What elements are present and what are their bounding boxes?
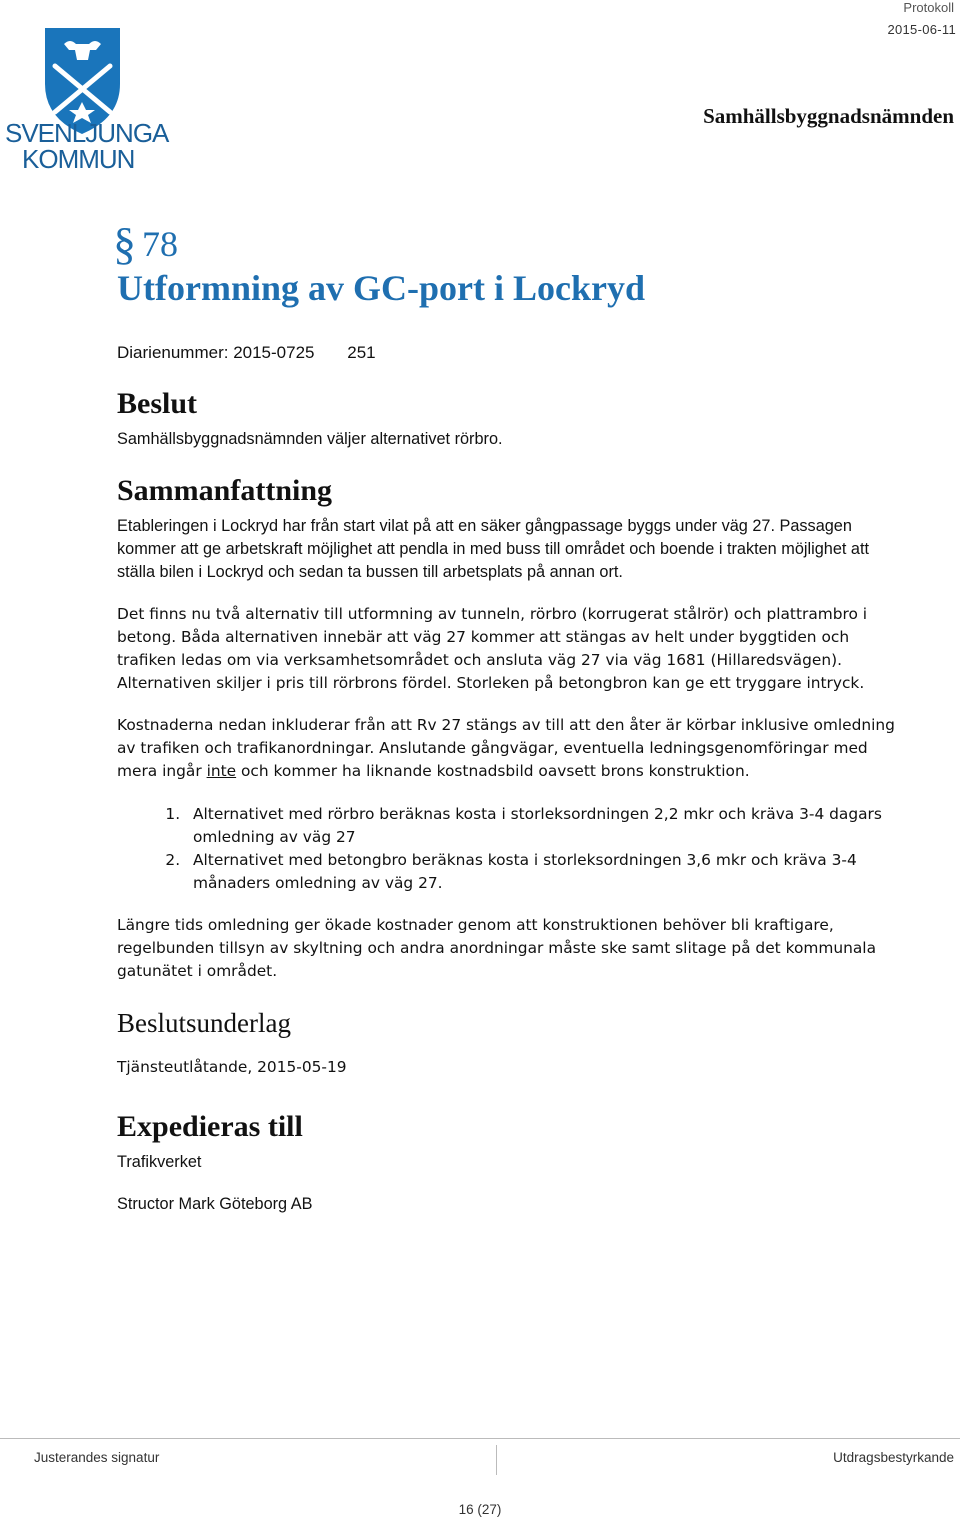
sammanfattning-paragraph-1: Etableringen i Lockryd har från start vilat på att en säker gångpassage byggs under väg 27. Passagen kommer att ge arbetskraft möjlighet att pendla in med buss till området och boende i trakten möjlighet att ställa bilen i Lockryd och sedan ta bussen till arbetsplats på annan ort. (117, 517, 870, 581)
list-item: 1. Alternativet med rörbro beräknas kosta i storleksordningen 2,2 mkr och kräva 3-4 dagars omledning av väg 27 (185, 803, 897, 849)
section-symbol: § (113, 218, 136, 269)
sammanfattning-paragraph-4: Längre tids omledning ger ökade kostnader genom att konstruktionen behöver bli kraftigare, regelbunden tillsyn av skyltning och andra anordningar måste ske samt slitage på det kommunala gatunätet i området. (117, 916, 877, 980)
alternatives-list (117, 803, 897, 895)
page-number: 16 (27) (458, 1502, 502, 1517)
svenljunga-logo (0, 22, 170, 174)
diarienummer (117, 342, 897, 364)
paragraph-3-part-b: och kommer ha liknande kostnadsbild oavsett brons konstruktion. (236, 762, 750, 780)
logo-text-line2: KOMMUN (22, 144, 135, 174)
beslutsunderlag-item: Tjänsteutlåtande, 2015-05-19 (117, 1058, 347, 1077)
beslut-text: Samhällsbyggnadsnämnden väljer alternativet rörbro. (117, 430, 503, 448)
footer-separator (496, 1445, 497, 1475)
paragraph-3-underlined: inte (206, 762, 237, 780)
page-title: Utformning av GC-port i Lockryd (117, 268, 645, 308)
footer-certification-label: Utdragsbestyrkande (833, 1450, 954, 1465)
organization-name: Samhällsbyggnadsnämnden (703, 104, 954, 128)
recipient-1: Trafikverket (117, 1153, 202, 1172)
sammanfattning-paragraph-3 (117, 714, 897, 783)
beslutsunderlag-heading: Beslutsunderlag (117, 1008, 291, 1038)
beslut-heading: Beslut (117, 387, 198, 420)
diarienummer-label: Diarienummer: 2015-0725 (117, 343, 315, 362)
document-type: Protokoll (903, 0, 954, 15)
footer-signature-label: Justerandes signatur (34, 1450, 160, 1465)
recipient-2: Structor Mark Göteborg AB (117, 1195, 313, 1214)
footer-divider (0, 1438, 960, 1439)
diarienummer-code: 251 (347, 343, 376, 362)
paragraph-number (113, 218, 897, 269)
protocol-content (113, 218, 897, 1216)
list-item: 2. Alternativet med betongbro beräknas kosta i storleksordningen 3,6 mkr och kräva 3-4 månaders omledning av väg 27. (185, 849, 897, 895)
document-date: 2015-06-11 (887, 22, 956, 37)
sammanfattning-paragraph-2: Det finns nu två alternativ till utformning av tunneln, rörbro (korrugerat stålrör) och plattrambro i betong. Båda alternativen innebär att väg 27 kommer att stängas av helt under byggtiden och trafiken ledas om via verksamhetsområdet och ansluta väg 27 via väg 1681 (Hillaredsvägen). Alternativen skiljer i pris till rörbrons fördel. Storleken på betongbron kan ge ett tryggare intryck. (117, 605, 868, 692)
paragraph-number-value: 78 (142, 224, 178, 264)
expedieras-heading: Expedieras till (117, 1110, 303, 1144)
sammanfattning-heading: Sammanfattning (117, 474, 333, 507)
paragraph-3-part-a: Kostnaderna nedan inkluderar från att Rv 27 stängs av till att den åter är körbar inklusive omledning av trafiken och trafikanordningar. Anslutande gångvägar, eventuella ledningsgenomföringar med mera ingår (117, 716, 895, 780)
logo-text-line1: SVENLJUNGA (5, 118, 169, 148)
coat-of-arms-icon (0, 22, 170, 174)
